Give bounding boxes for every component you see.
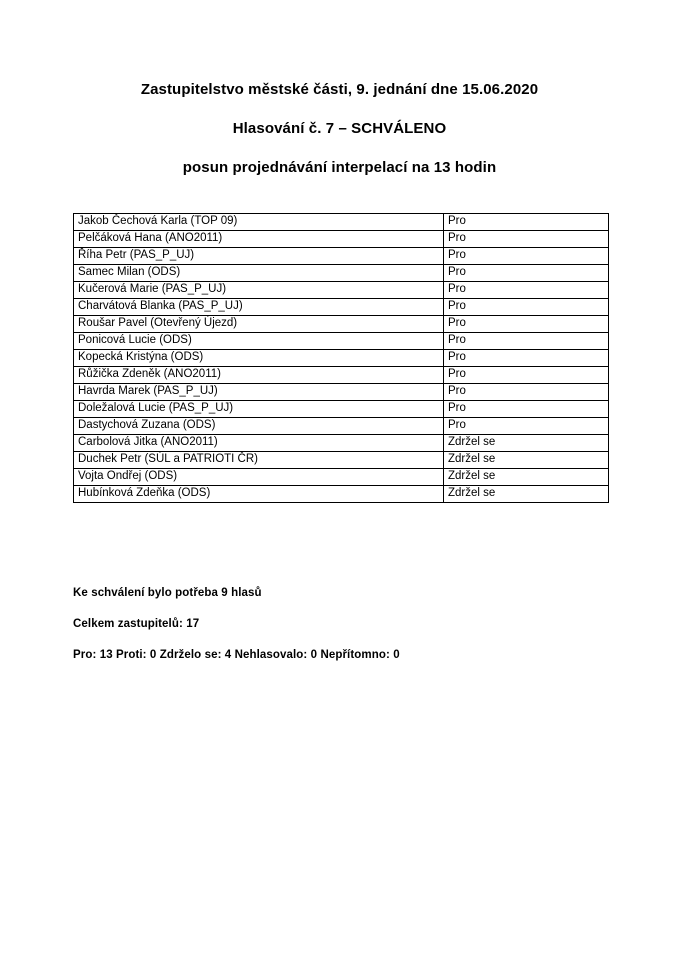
member-name-cell: Duchek Petr (SÚL a PATRIOTI ČR) bbox=[74, 452, 444, 469]
member-name-cell: Doležalová Lucie (PAS_P_UJ) bbox=[74, 401, 444, 418]
member-name-cell: Kopecká Kristýna (ODS) bbox=[74, 350, 444, 367]
total-members-line: Celkem zastupitelů: 17 bbox=[73, 618, 200, 630]
vote-subject: posun projednávání interpelací na 13 hodin bbox=[182, 159, 497, 176]
table-row bbox=[74, 316, 609, 333]
vote-cell: Pro bbox=[444, 299, 609, 316]
member-name-cell: Hubínková Zdeňka (ODS) bbox=[74, 486, 444, 503]
table-row bbox=[74, 333, 609, 350]
member-name-cell: Jakob Čechová Karla (TOP 09) bbox=[74, 214, 444, 231]
vote-cell: Pro bbox=[444, 231, 609, 248]
vote-cell: Zdržel se bbox=[444, 469, 609, 486]
meeting-title: Zastupitelstvo městské části, 9. jednání dne 15.06.2020 bbox=[140, 81, 539, 98]
table-row bbox=[74, 486, 609, 503]
member-name-cell: Pelčáková Hana (ANO2011) bbox=[74, 231, 444, 248]
vote-cell: Pro bbox=[444, 265, 609, 282]
member-name-cell: Ponicová Lucie (ODS) bbox=[74, 333, 444, 350]
member-name-cell: Kučerová Marie (PAS_P_UJ) bbox=[74, 282, 444, 299]
table-row bbox=[74, 248, 609, 265]
summary-block bbox=[73, 586, 639, 679]
table-row bbox=[74, 282, 609, 299]
table-row bbox=[74, 384, 609, 401]
table-row bbox=[74, 299, 609, 316]
table-row bbox=[74, 435, 609, 452]
table-row bbox=[74, 469, 609, 486]
voting-table bbox=[73, 213, 609, 503]
table-row bbox=[74, 265, 609, 282]
table-row bbox=[74, 214, 609, 231]
vote-cell: Pro bbox=[444, 214, 609, 231]
vote-cell: Pro bbox=[444, 316, 609, 333]
vote-cell: Pro bbox=[444, 333, 609, 350]
vote-cell: Pro bbox=[444, 367, 609, 384]
table-row bbox=[74, 418, 609, 435]
vote-cell: Pro bbox=[444, 401, 609, 418]
table-row bbox=[74, 367, 609, 384]
member-name-cell: Říha Petr (PAS_P_UJ) bbox=[74, 248, 444, 265]
member-name-cell: Charvátová Blanka (PAS_P_UJ) bbox=[74, 299, 444, 316]
vote-cell: Pro bbox=[444, 248, 609, 265]
vote-cell: Pro bbox=[444, 384, 609, 401]
member-name-cell: Samec Milan (ODS) bbox=[74, 265, 444, 282]
vote-number-result: Hlasování č. 7 – SCHVÁLENO bbox=[232, 120, 447, 137]
vote-cell: Pro bbox=[444, 282, 609, 299]
vote-cell: Zdržel se bbox=[444, 452, 609, 469]
vote-cell: Zdržel se bbox=[444, 486, 609, 503]
document-header bbox=[0, 82, 679, 199]
member-name-cell: Roušar Pavel (Otevřený Újezd) bbox=[74, 316, 444, 333]
tally-line: Pro: 13 Proti: 0 Zdrželo se: 4 Nehlasovalo: 0 Nepřítomno: 0 bbox=[73, 649, 400, 661]
member-name-cell: Dastychová Zuzana (ODS) bbox=[74, 418, 444, 435]
vote-cell: Zdržel se bbox=[444, 435, 609, 452]
table-row bbox=[74, 401, 609, 418]
required-votes-line: Ke schválení bylo potřeba 9 hlasů bbox=[73, 587, 262, 599]
vote-cell: Pro bbox=[444, 418, 609, 435]
member-name-cell: Havrda Marek (PAS_P_UJ) bbox=[74, 384, 444, 401]
voting-table-body bbox=[74, 214, 609, 503]
vote-cell: Pro bbox=[444, 350, 609, 367]
table-row bbox=[74, 231, 609, 248]
table-row bbox=[74, 350, 609, 367]
member-name-cell: Carbolová Jitka (ANO2011) bbox=[74, 435, 444, 452]
member-name-cell: Vojta Ondřej (ODS) bbox=[74, 469, 444, 486]
member-name-cell: Růžička Zdeněk (ANO2011) bbox=[74, 367, 444, 384]
table-row bbox=[74, 452, 609, 469]
